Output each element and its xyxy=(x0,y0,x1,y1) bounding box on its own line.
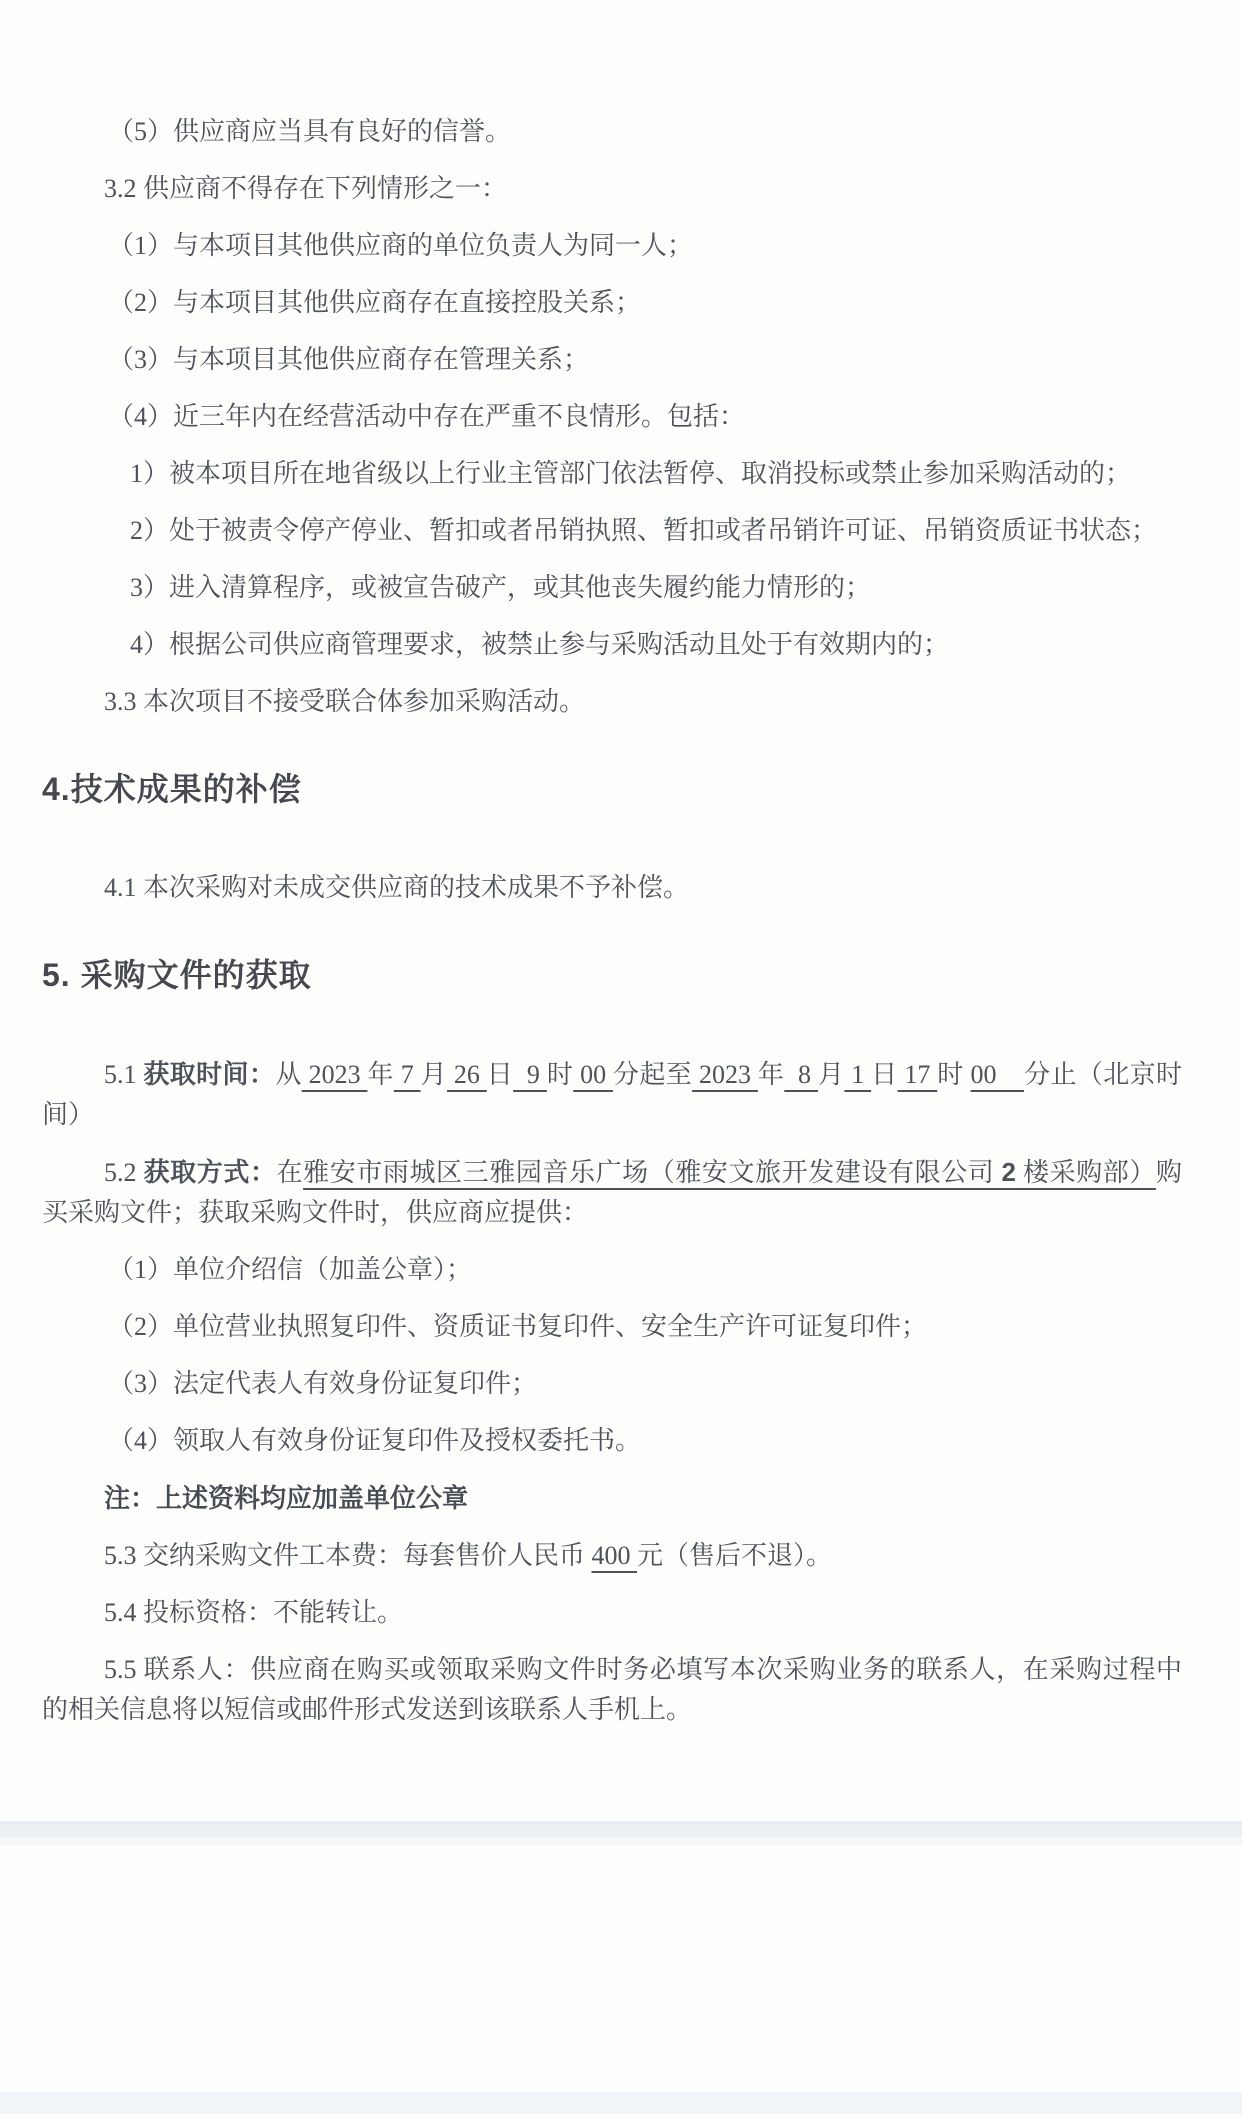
section-4-heading xyxy=(42,766,1182,812)
clause-4-1 xyxy=(42,868,1182,908)
clause-3-2-item-4-sub-4 xyxy=(42,625,1182,665)
clause-5-1-segment: 月 xyxy=(817,1060,845,1089)
clause-3-3-segment: 3.3 本次项目不接受联合体参加采购活动。 xyxy=(104,687,586,716)
clause-3-2-item-4-sub-1-segment: 1）被本项目所在地省级以上行业主管部门依法暂停、取消投标或禁止参加采购活动的； xyxy=(130,459,1132,488)
section-4-heading-segment: 4.技术成果的补偿 xyxy=(42,771,302,807)
clause-5-1-segment: 年 xyxy=(367,1060,394,1089)
clause-5-2-item-1-segment: （1）单位介绍信（加盖公章）； xyxy=(108,1255,473,1284)
clause-3-2-item-4 xyxy=(42,397,1182,437)
clause-5-5-segment: 5.5 联系人：供应商在购买或领取采购文件时务必填写本次采购业务的联系人，在采购过程中的相关信息将以短信或邮件形式发送到该联系人手机上。 xyxy=(42,1655,1182,1724)
clause-5-1-segment: 日 xyxy=(871,1060,898,1089)
clause-5-2-item-3-segment: （3）法定代表人有效身份证复印件； xyxy=(108,1369,538,1398)
clause-5-3-segment: 元（售后不退）。 xyxy=(637,1541,833,1570)
clause-3-2-item-1-segment: （1）与本项目其他供应商的单位负责人为同一人； xyxy=(108,231,694,260)
clause-5-1-segment: 分止（北京时间） xyxy=(42,1060,1182,1129)
clause-5-1-segment: 从 xyxy=(275,1060,302,1089)
clause-5-4-segment: 5.4 投标资格：不能转让。 xyxy=(104,1598,404,1627)
clause-3-2-item-4-segment: （4）近三年内在经营活动中存在严重不良情形。包括： xyxy=(108,402,746,431)
clause-5-2-segment: 5.2 xyxy=(104,1158,144,1187)
clause-5-3-segment: 400 xyxy=(591,1541,638,1570)
clause-5-2-segment: 获取方式： xyxy=(143,1157,277,1187)
clause-5-1-segment: 分起至 xyxy=(612,1060,693,1089)
clause-5-2-segment: 2 xyxy=(1001,1157,1016,1187)
section-5-heading-segment: 5. 采购文件的获取 xyxy=(42,957,312,993)
clause-5-1-segment: 00 xyxy=(970,1060,1025,1089)
clause-5-1-segment: 00 xyxy=(573,1060,613,1089)
clause-5-4 xyxy=(42,1593,1182,1633)
clause-5-1-segment: 时 xyxy=(937,1060,971,1089)
section-5-heading xyxy=(42,952,1182,998)
clause-5-1-segment: 17 xyxy=(897,1060,938,1089)
clause-5-1-segment: 年 xyxy=(757,1060,785,1089)
clause-5-2-segment: 在 xyxy=(276,1158,304,1187)
clause-5-1-segment: 7 xyxy=(393,1060,421,1089)
clause-5-1-segment: 8 xyxy=(784,1060,818,1089)
clause-5-1-segment: 2023 xyxy=(301,1060,368,1089)
clause-3-2-item-2-segment: （2）与本项目其他供应商存在直接控股关系； xyxy=(108,288,642,317)
clause-5-2-item-4 xyxy=(42,1421,1182,1461)
clause-4-1-segment: 4.1 本次采购对未成交供应商的技术成果不予补偿。 xyxy=(104,873,690,902)
clause-3-2-item-3-segment: （3）与本项目其他供应商存在管理关系； xyxy=(108,345,590,374)
clause-5-2-item-2 xyxy=(42,1307,1182,1347)
clause-5-1 xyxy=(42,1054,1182,1135)
clause-5-1-segment: 9 xyxy=(513,1060,547,1089)
clause-3-2-item-2 xyxy=(42,283,1182,323)
clause-5-2-segment: 购买采购文件；获取采购文件时，供应商应提供： xyxy=(42,1158,1182,1227)
clause-5-2 xyxy=(42,1152,1182,1233)
clause-3-2-item-4-sub-3 xyxy=(42,568,1182,608)
clause-3-2-item-4-sub-4-segment: 4）根据公司供应商管理要求，被禁止参与采购活动且处于有效期内的； xyxy=(130,630,950,659)
clause-5-1-segment: 5.1 xyxy=(104,1060,144,1089)
clause-3-2-item-1 xyxy=(42,226,1182,266)
clause-5-5 xyxy=(42,1650,1182,1730)
clause-5-2-segment: 楼采购部） xyxy=(1015,1158,1156,1187)
note-seal-requirement-segment: 注：上述资料均应加盖单位公章 xyxy=(104,1483,469,1513)
clause-3-2-item-4-sub-2-segment: 2）处于被责令停产停业、暂扣或者吊销执照、暂扣或者吊销许可证、吊销资质证书状态； xyxy=(130,516,1158,545)
clause-5-1-segment: 月 xyxy=(420,1060,448,1089)
note-seal-requirement xyxy=(42,1478,1182,1519)
clause-3-1-item-5 xyxy=(42,112,1182,152)
clause-3-3 xyxy=(42,682,1182,722)
clause-5-1-segment: 2023 xyxy=(692,1060,758,1089)
clause-5-1-segment: 日 xyxy=(486,1060,514,1089)
clause-5-1-segment: 获取时间： xyxy=(143,1059,276,1089)
clause-3-2-item-4-sub-2 xyxy=(42,511,1182,551)
clause-5-2-segment: 雅安市雨城区三雅园音乐广场（雅安文旅开发建设有限公司 xyxy=(303,1158,1002,1187)
clause-5-2-item-2-segment: （2）单位营业执照复印件、资质证书复印件、安全生产许可证复印件； xyxy=(108,1312,928,1341)
clause-5-1-segment: 26 xyxy=(447,1060,487,1089)
clause-5-2-item-1 xyxy=(42,1250,1182,1290)
clause-5-3 xyxy=(42,1536,1182,1576)
clause-5-1-segment: 1 xyxy=(844,1060,872,1089)
clause-3-2-segment: 3.2 供应商不得存在下列情形之一： xyxy=(104,174,508,203)
clause-5-3-segment: 5.3 交纳采购文件工本费：每套售价人民币 xyxy=(104,1541,592,1570)
clause-3-2-item-4-sub-3-segment: 3）进入清算程序，或被宣告破产，或其他丧失履约能力情形的； xyxy=(130,573,872,602)
clause-3-2-item-3 xyxy=(42,340,1182,380)
clause-5-1-segment: 时 xyxy=(546,1060,574,1089)
clause-3-2-item-4-sub-1 xyxy=(42,454,1182,494)
clause-5-2-item-3 xyxy=(42,1364,1182,1404)
clause-3-2 xyxy=(42,169,1182,209)
clause-5-2-item-4-segment: （4）领取人有效身份证复印件及授权委托书。 xyxy=(108,1426,642,1455)
clause-3-1-item-5-segment: （5）供应商应当具有良好的信誉。 xyxy=(108,117,512,146)
